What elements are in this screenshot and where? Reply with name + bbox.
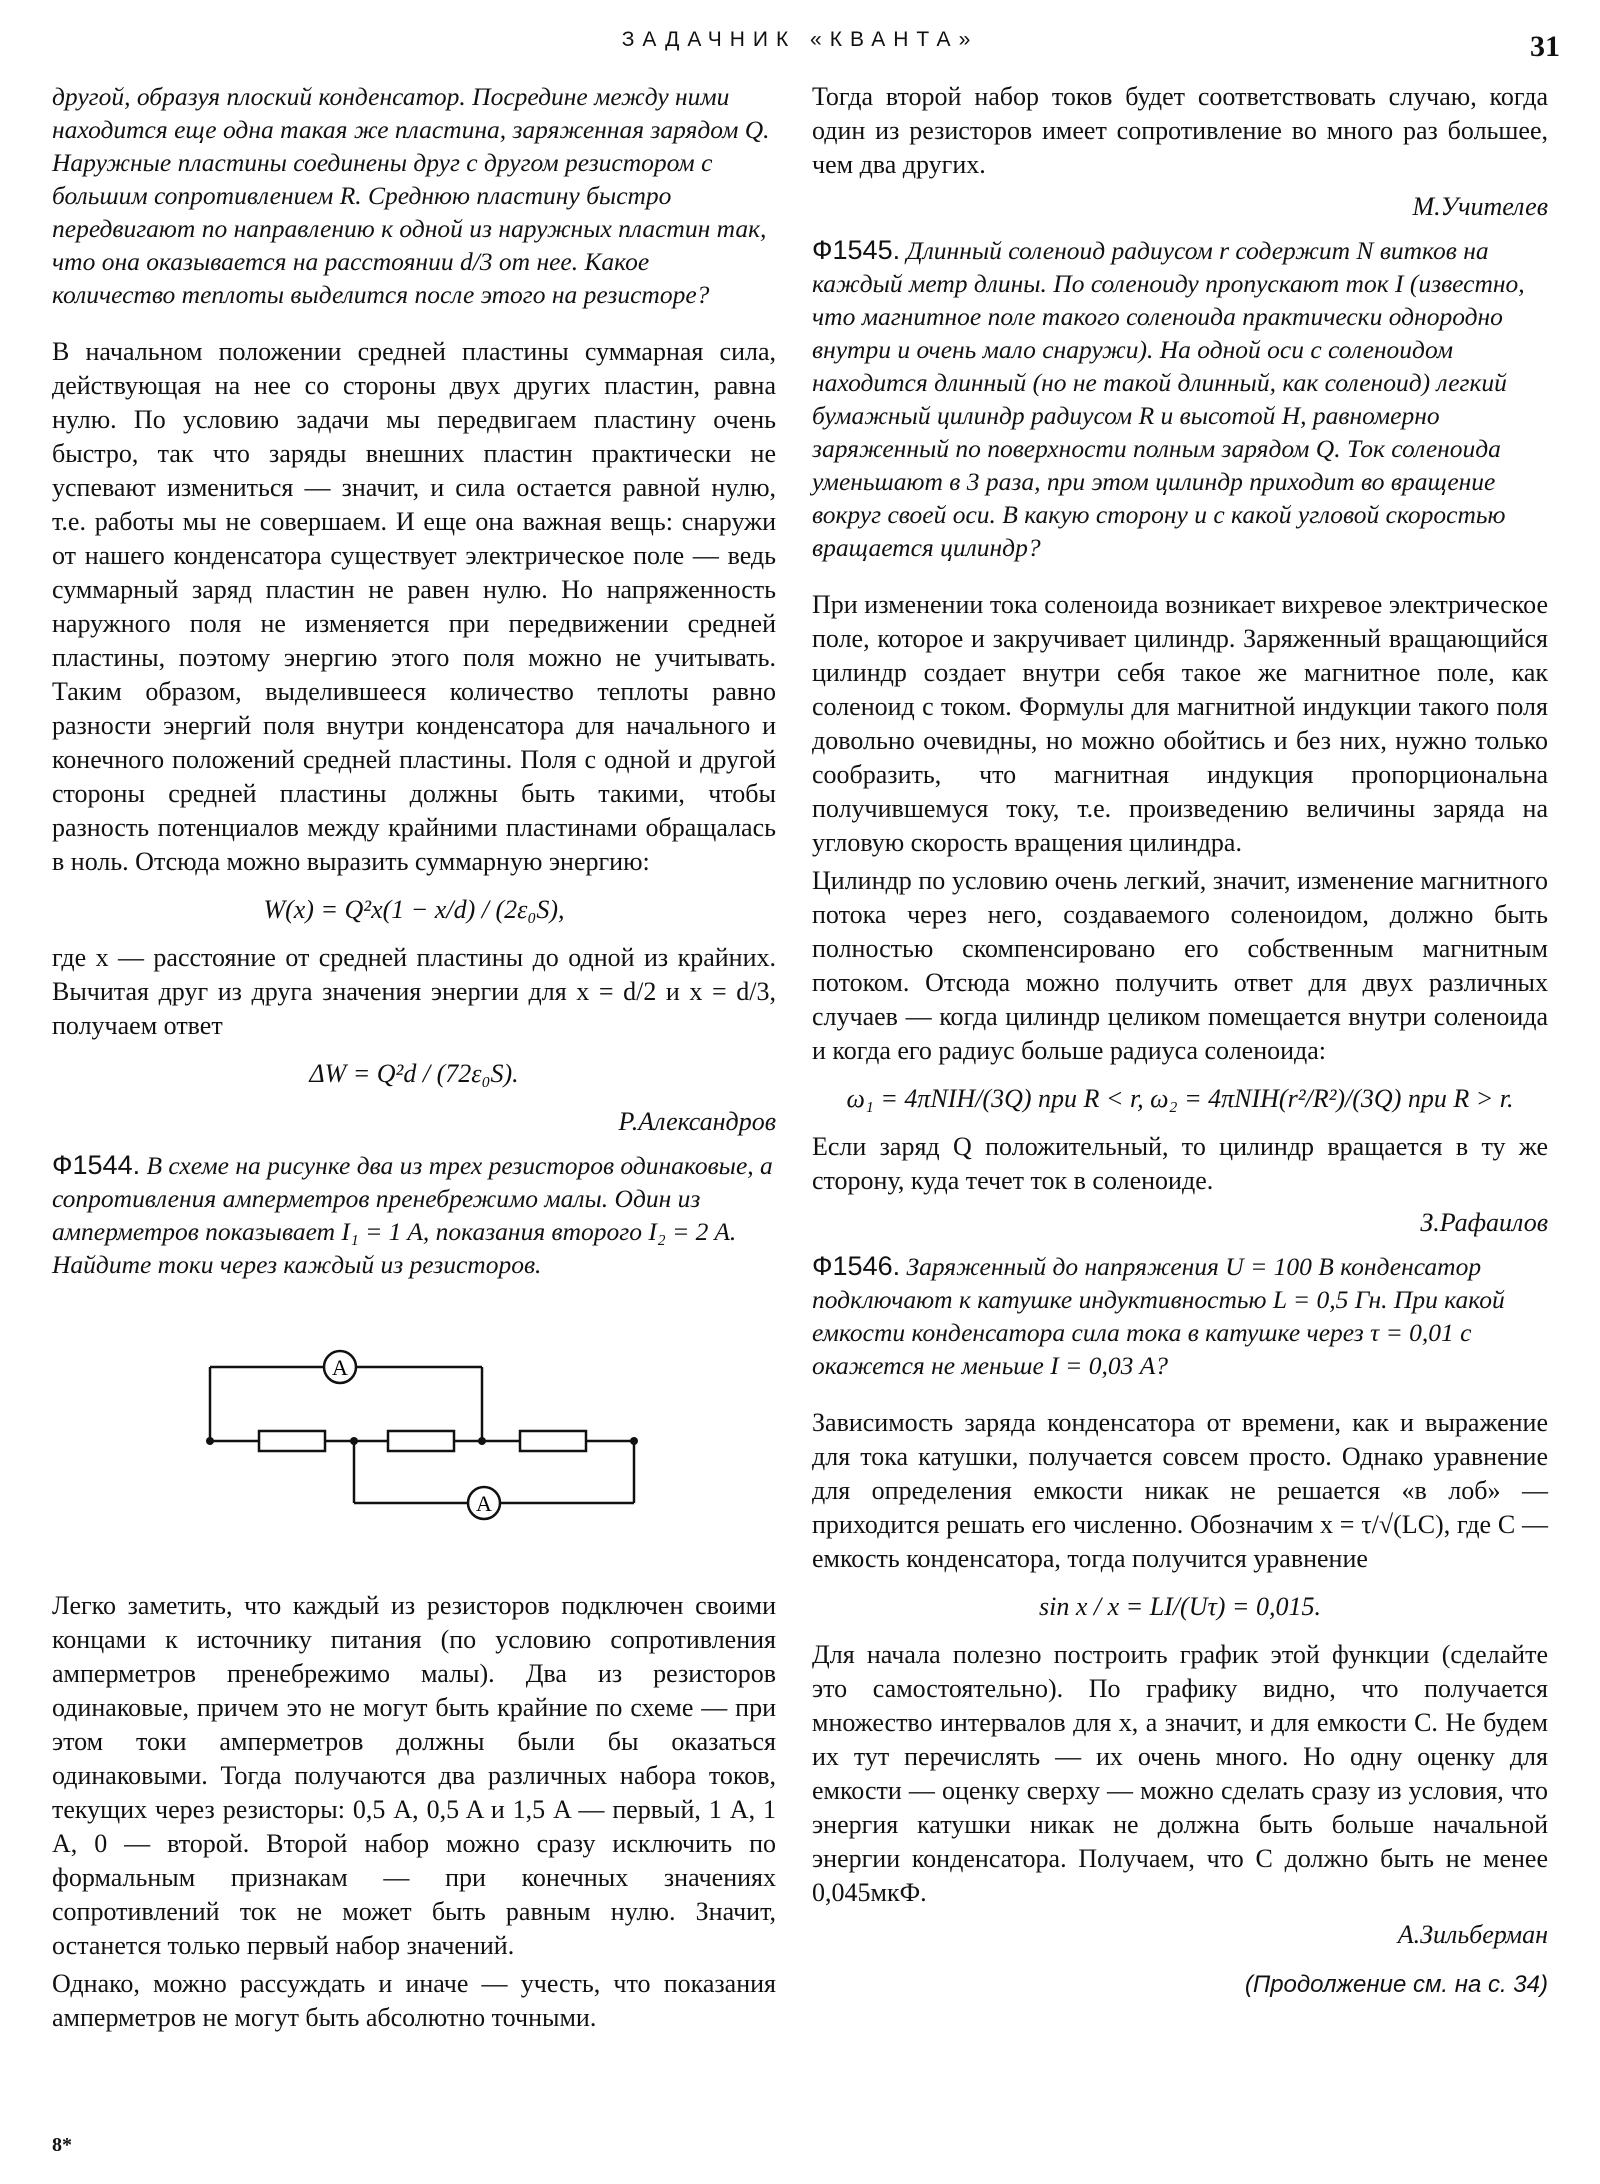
formula-omega: ω₁ = 4πNIH/(3Q) при R < r, ω₂ = 4πNIH(r²/R²)/(3Q) при R > r. (846, 1084, 1514, 1113)
circuit-diagram (52, 1307, 776, 1567)
ammeter-bottom-label: A (476, 1491, 492, 1516)
problem-1545-id: Ф1545. (812, 235, 901, 265)
problem-1546 (812, 1250, 1548, 1382)
problem-1546-id: Ф1546. (812, 1251, 901, 1281)
junction-left (206, 1437, 214, 1445)
solution-1543-part2: где x — расстояние от средней пластины до одной из крайних. Вычитая друг из друга значения энергии для x = d/2 и x = d/3, получаем ответ (52, 943, 776, 1040)
solution-1544-part3: Тогда второй набор токов будет соответствовать случаю, когда один из резисторов имеет сопротивление во много раз большее, чем два других. (812, 82, 1548, 179)
author-uchitelev: М.Учителев (1412, 192, 1548, 221)
signature-mark: 8* (52, 2134, 72, 2156)
solution-1546-part1: Зависимость заряда конденсатора от времени, как и выражение для тока катушки, получается совсем просто. Однако уравнение для определения емкости никак не решается «в лоб» — приходится решать его численно. Обозначим x = τ/√(LC), где C — емкость конденсатора, тогда получится уравнение (812, 1408, 1548, 1573)
junction-right (630, 1437, 638, 1445)
solution-1544-part1: Легко заметить, что каждый из резисторов подключен своими концами к источнику питания (по условию сопротивления амперметров пренебрежимо малы). Два из резисторов одинаковые, причем это не могут быть крайние по схеме — при этом токи амперметров должны были бы оказаться одинаковыми. Тогда получаются два различных набора токов, текущих через резисторы: 0,5 A, 0,5 A и 1,5 A — первый, 1 A, 1 A, 0 — второй. Второй набор можно сразу исключить по формальным признакам — при конечных значениях сопротивлений ток не может быть равным нулю. Значит, останется только первый набор значений. (52, 1591, 776, 1960)
problem-1545-text: Длинный соленоид радиусом r содержит N витков на каждый метр длины. По соленоиду пропускают ток I (известно, что магнитное поле такого соленоида практически однородно внутри и очень мало снаружи). На одной оси с соленоидом находится длинный (но не такой длинный, как соленоид) легкий бумажный цилиндр радиусом R и высотой H, равномерно заряженный по поверхности полным зарядом Q. Ток соленоида уменьшают в 3 раза, при этом цилиндр приходит во вращение вокруг своей оси. В какую сторону и с какой угловой скоростью вращается цилиндр? (812, 236, 1525, 562)
right-column (812, 80, 1548, 2002)
author-aleksandrov: Р.Александров (618, 1107, 776, 1136)
problem-1544-id: Ф1544. (52, 1150, 141, 1180)
author-rafailov: З.Рафаилов (1420, 1208, 1548, 1237)
resistor-3 (520, 1431, 586, 1451)
solution-1545-part1: При изменении тока соленоида возникает вихревое электрическое поле, которое и закручивает цилиндр. Заряженный вращающийся цилиндр создает внутри себя такое же магнитное поле, как соленоид с током. Формулы для магнитной индукции такого поля довольно очевидны, но можно обойтись и без них, нужно только сообразить, что магнитная индукция пропорциональна получившемуся току, т.е. произведению величины заряда на угловую скорость вращения цилиндра. (812, 590, 1548, 857)
left-column (52, 80, 776, 2039)
junction-top-right (478, 1437, 486, 1445)
resistor-1 (259, 1431, 325, 1451)
solution-1546-part2: Для начала полезно построить график этой функции (сделайте это самостоятельно). По графику видно, что получается множество интервалов для x, а значит, и для емкости C. Не будем их тут перечислять — их очень много. Но одну оценку для емкости — оценку сверху — можно сделать сразу из условия, что энергия катушки никак не должна быть больше начальной энергии конденсатора. Получаем, что C должно быть не менее 0,045мкФ. (812, 1640, 1548, 1907)
continued-note: (Продолжение см. на с. 34) (1244, 1971, 1548, 1998)
resistor-2 (388, 1431, 454, 1451)
junction-inner (350, 1437, 358, 1445)
page-header (0, 22, 1600, 62)
solution-1543-part1: В начальном положении средней пластины суммарная сила, действующая на нее со стороны двух других пластин, равна нулю. По условию задачи мы передвигаем пластину очень быстро, так что заряды внешних пластин практически не успевают измениться — значит, и сила остается равной нулю, т.е. работы мы не совершаем. И еще она важная вещь: снаружи от нашего конденсатора существует электрическое поле — ведь суммарный заряд пластин не равен нулю. Но напряженность наружного поля не изменяется при передвижении средней пластины, поэтому энергию этого поля можно не учитывать. Таким образом, выделившееся количество теплоты равно разности энергий поля внутри конденсатора для начального и конечного положений средней пластины. Поля с одной и другой стороны средней пластины должны быть такими, чтобы разность потенциалов между крайними пластинами обращалась в ноль. Отсюда можно выразить суммарную энергию: (52, 337, 776, 876)
running-title: ЗАДАЧНИК «КВАНТА» (621, 28, 979, 51)
problem-1544 (52, 1149, 776, 1281)
page-number: 31 (1530, 30, 1560, 63)
author-zilberman: А.Зильберман (1397, 1920, 1548, 1949)
formula-sinx: sin x / x = LI/(Uτ) = 0,015. (1039, 1592, 1321, 1621)
formula-delta-energy: ΔW = Q²d / (72ε₀S). (309, 1059, 519, 1088)
problem-1545 (812, 234, 1548, 564)
solution-1544-part2: Однако, можно рассуждать и иначе — учесть, что показания амперметров не могут быть абсолютно точными. (52, 1969, 776, 2032)
solution-1545-part2: Цилиндр по условию очень легкий, значит, изменение магнитного потока через него, создаваемого соленоидом, должно быть полностью скомпенсировано его собственным магнитным потоком. Отсюда можно получить ответ для двух различных случаев — когда цилиндр целиком помещается внутри соленоида и когда его радиус больше радиуса соленоида: (812, 866, 1548, 1065)
ammeter-top-label: A (332, 1355, 348, 1380)
circuit-svg (52, 1307, 776, 1567)
solution-1545-part3: Если заряд Q положительный, то цилиндр вращается в ту же сторону, куда течет ток в соленоиде. (812, 1132, 1548, 1195)
formula-energy: W(x) = Q²x(1 − x/d) / (2ε₀S), (263, 895, 565, 924)
problem-1544-text: В схеме на рисунке два из трех резисторов одинаковые, а сопротивления амперметров пренебрежимо малы. Один из амперметров показывает I₁ = 1 A, показания второго I₂ = 2 A. Найдите токи через каждый из резисторов. (52, 1151, 773, 1279)
problem-1543-tail: другой, образуя плоский конденсатор. Посредине между ними находится еще одна такая же пластина, заряженная зарядом Q. Наружные пластины соединены друг с другом резистором с большим сопротивлением R. Среднюю пластину быстро передвигают по направлению к одной из наружных пластин так, что она оказывается на расстоянии d/3 от нее. Какое количество теплоты выделится после этого на резисторе? (52, 82, 770, 309)
problem-1546-text: Заряженный до напряжения U = 100 В конденсатор подключают к катушке индуктивностью L = 0,5 Гн. При какой емкости конденсатора сила тока в катушке через τ = 0,01 с окажется не меньше I = 0,03 А? (812, 1252, 1505, 1380)
